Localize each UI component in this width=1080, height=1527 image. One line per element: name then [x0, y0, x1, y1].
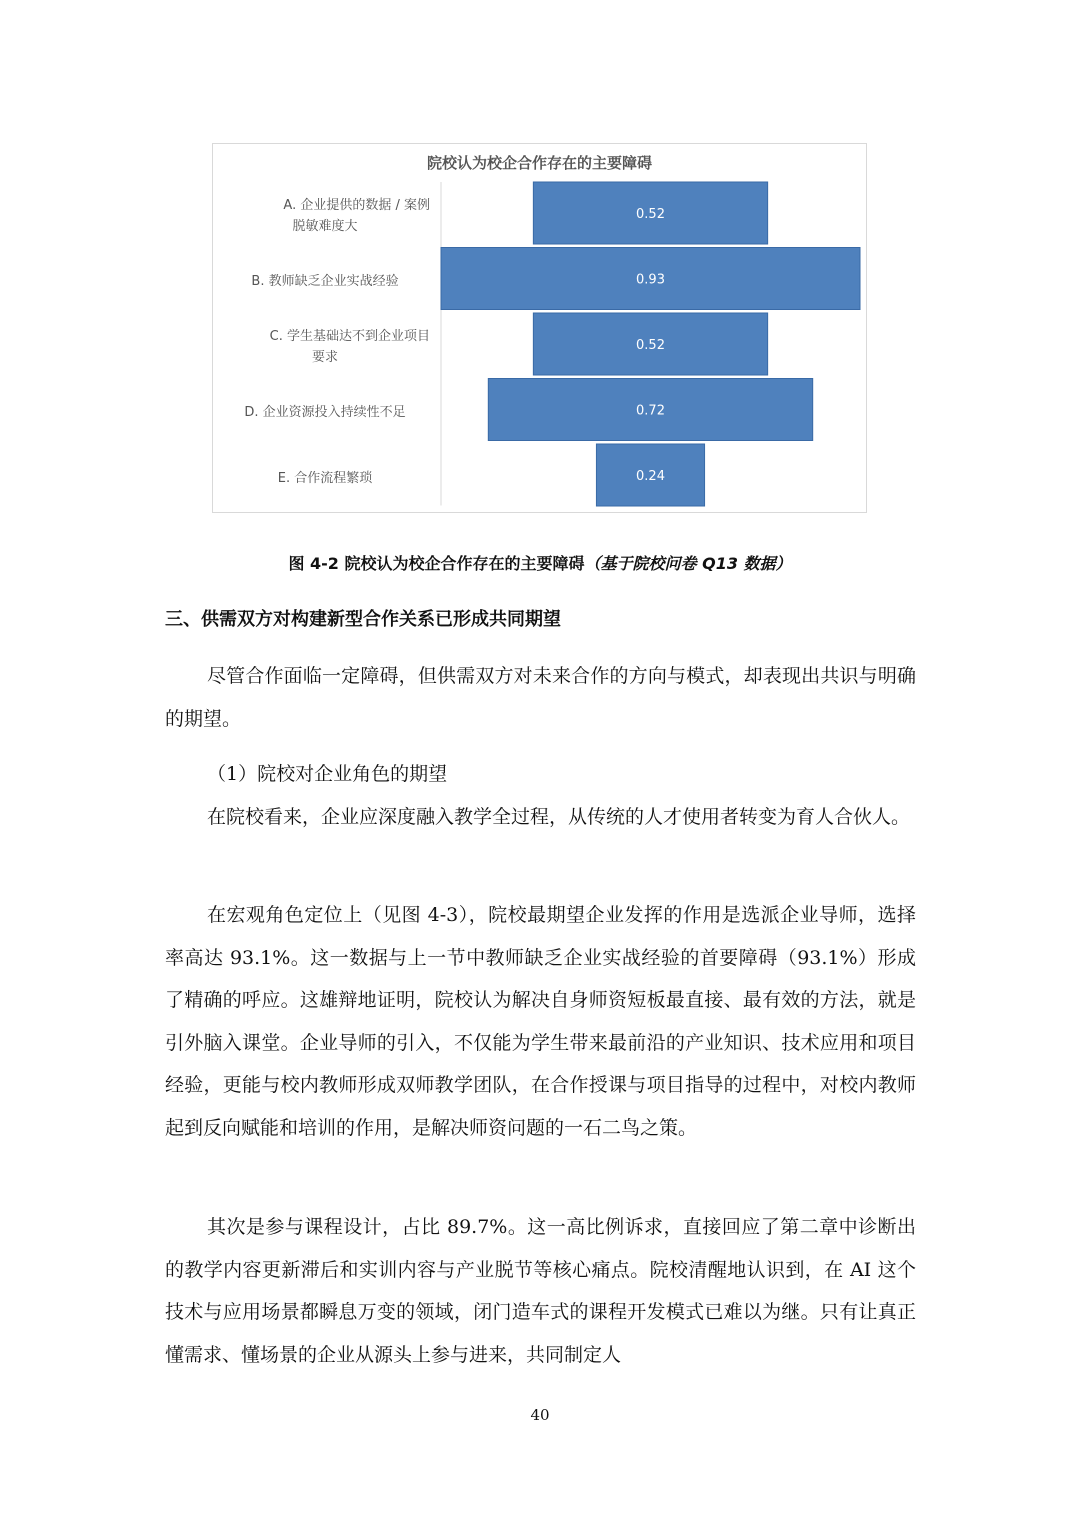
data-label-e: 0.24 — [636, 469, 665, 484]
category-label-d — [220, 402, 430, 423]
data-label-c: 0.52 — [636, 338, 665, 353]
paragraph-curriculum-design: 其次是参与课程设计，占比 89.7%。这一高比例诉求，直接回应了第二章中诊断出的教学内容更新滞后和实训内容与产业脱节等核心痛点。院校清醒地认识到，在 AI 这个技术与应用场景都瞬息万变的领域，闭门造车式的课程开发模式已难以为继。只有让真正懂需求、懂场景的企业从源头上参与进来，共同制定人 — [165, 1216, 916, 1366]
category-label-e — [220, 468, 430, 489]
paragraph-intro: 尽管合作面临一定障碍，但供需双方对未来合作的方向与模式，却表现出共识与明确的期望。 — [165, 665, 916, 730]
category-label-b — [220, 271, 430, 292]
section-heading: 三、供需双方对构建新型合作关系已形成共同期望 — [165, 609, 561, 630]
chart-panel — [212, 143, 867, 513]
data-label-a: 0.52 — [636, 207, 665, 222]
category-label-line: C. 学生基础达不到企业项目 — [269, 329, 430, 344]
figure-caption-text: 图 4-2 院校认为校企合作存在的主要障碍 — [288, 554, 585, 573]
category-label-line: A. 企业提供的数据 / 案例 — [283, 198, 430, 213]
category-label-a — [220, 195, 430, 237]
chart-title: 院校认为校企合作存在的主要障碍 — [426, 154, 652, 172]
paragraph-macro-role: 在宏观角色定位上（见图 4-3），院校最期望企业发挥的作用是选派企业导师，选择率高达 93.1%。这一数据与上一节中教师缺乏企业实战经验的首要障碍（93.1%）形成了精确的呼应。这雄辩地证明，院校认为解决自身师资短板最直接、最有效的方法，就是引外脑入课堂。企业导师的引入，不仅能为学生带来最前沿的产业知识、技术应用和项目经验，更能与校内教师形成双师教学团队，在合作授课与项目指导的过程中，对校内教师起到反向赋能和培训的作用，是解决师资问题的一石二鸟之策。 — [165, 904, 916, 1139]
subheading-college-expectations: （1）院校对企业角色的期望 — [207, 763, 448, 785]
category-label-line: 脱敏难度大 — [292, 219, 358, 234]
category-label-line: B. 教师缺乏企业实战经验 — [251, 274, 399, 289]
figure-caption — [0, 551, 1080, 574]
category-label-line: E. 合作流程繁琐 — [277, 470, 373, 486]
category-label-line: D. 企业资源投入持续性不足 — [244, 405, 406, 420]
page-number: 40 — [530, 1406, 550, 1424]
category-label-line: 要求 — [311, 350, 338, 365]
category-label-c — [220, 326, 430, 368]
data-label-d: 0.72 — [636, 403, 665, 419]
figure-caption-note: （基于院校问卷 Q13 数据） — [584, 554, 792, 573]
paragraph-enterprise-role: 在院校看来，企业应深度融入教学全过程，从传统的人才使用者转变为育人合伙人。 — [207, 806, 911, 828]
data-label-b: 0.93 — [636, 272, 665, 288]
